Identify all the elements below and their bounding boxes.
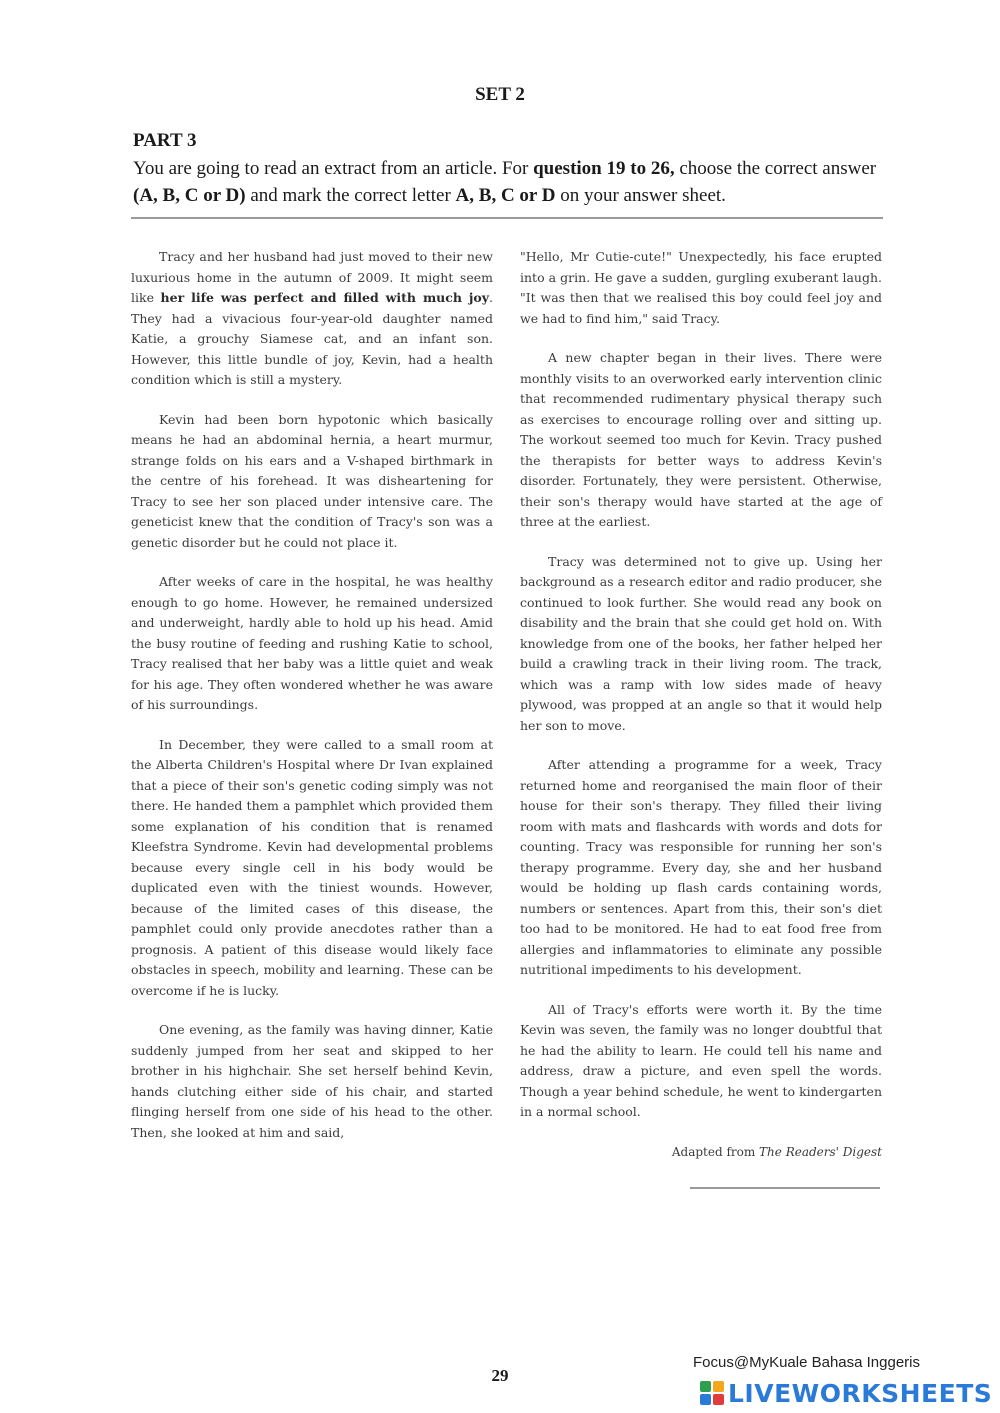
top-divider [131, 217, 883, 219]
page-number: 29 [491, 1366, 509, 1385]
set-title: SET 2 [475, 84, 525, 105]
answer-letters: A, B, C or D [455, 185, 556, 206]
article-column-left [131, 247, 493, 1162]
highlighted-phrase: her life was perfect and filled with much joy [160, 290, 490, 305]
article-paragraph: After attending a programme for a week, Tracy returned home and reorganised the main floor of their house for their son's therapy. They filled their living room with mats and flashcards with words and dots for counting. Tracy was responsible for running her son's therapy programme. Every day, she and her husband would be holding up flash cards containing words, numbers or sentences. Apart from this, their son's diet too had to be monitored. He had to eat food free from allergies and inflammatories to eliminate any possible nutritional impediments to his development. [520, 757, 882, 977]
article-column-right [520, 247, 882, 1162]
credit-text: Focus@MyKuale Bahasa Inggeris [693, 1354, 921, 1371]
brand-text: LIVEWORKSHEETS [728, 1378, 993, 1408]
article-paragraph: Tracy and her husband had just moved to their new luxurious home in the autumn of 2009. It might seem like her life was perfect and filled with much joy. They had a vivacious four-year-old daughter named Katie, a grouchy Siamese cat, and an infant son. However, this little bundle of joy, Kevin, had a health condition which is still a mystery. [131, 249, 494, 387]
article-paragraph: One evening, as the family was having dinner, Katie suddenly jumped from her seat and skipped to her brother in his highchair. She set herself behind Kevin, hands clutching either side of his chair, and started flinging herself from one side of his head to the other. Then, she looked at him and said, [131, 1022, 493, 1140]
article-paragraph: Tracy was determined not to give up. Using her background as a research editor and radio producer, she continued to look further. She would read any book on disability and the brain that she could get hold on. With knowledge from one of the books, her father helped her build a crawling track in their living room. The track, which was a ramp with low sides made of heavy plywood, was propped at an angle so that it would help her son to move. [520, 553, 882, 733]
bottom-divider [690, 1187, 880, 1189]
part-title: PART 3 [133, 130, 197, 151]
article-source: Adapted from The Readers' Digest [671, 1144, 882, 1159]
article-paragraph: In December, they were called to a small room at the Alberta Children's Hospital where Dr Ivan explained that a piece of their son's genetic coding simply was not there. He handed them a pamphlet which provided them some explanation of his condition that is renamed Kleefstra Syndrome. Kevin had developmental problems because every single cell in his body would be duplicated even with the tiniest wounds. However, because of the limited cases of this disease, the pamphlet could only provide anecdotes rather than a prognosis. A patient of this disease would likely face obstacles in speech, mobility and learning. These can be overcome if he is lucky. [131, 736, 493, 998]
article-paragraph: A new chapter began in their lives. There were monthly visits to an overworked early intervention clinic that recommended rudimentary physical therapy such as exercises to encourage rolling over and sitting up. The workout seemed too much for Kevin. Tracy pushed the therapists for better ways to address Kevin's disorder. Fortunately, they were persistent. Otherwise, their son's therapy would have started at the age of three at the earliest. [520, 350, 882, 529]
instructions: You are going to read an extract from an article. For question 19 to 26, choose the correct answer (A, B, C or D) and mark the correct letter A, B, C or D on your answer sheet. [133, 158, 877, 206]
answer-options: (A, B, C or D) [133, 185, 246, 206]
source-title: The Readers' Digest [759, 1144, 882, 1159]
article-paragraph: After weeks of care in the hospital, he was healthy enough to go home. However, he remained undersized and underweight, hardly able to hold up his head. Amid the busy routine of feeding and rushing Katie to school, Tracy realised that her baby was a little quiet and weak for his age. They often wondered whether he was aware of his surroundings. [131, 574, 493, 712]
article-paragraph: All of Tracy's efforts were worth it. By the time Kevin was seven, the family was no longer doubtful that he had the ability to learn. He could tell his name and address, draw a picture, and even spell the words. Though a year behind schedule, he went to kindergarten in a normal school. [520, 1001, 882, 1119]
liveworksheets-logo[interactable] [700, 1378, 992, 1408]
logo-blocks-icon [700, 1381, 724, 1405]
question-range: question 19 to 26, [533, 158, 675, 179]
article-paragraph: "Hello, Mr Cutie-cute!" Unexpectedly, his face erupted into a grin. He gave a sudden, gurgling exuberant laugh. "It was then that we realised this boy could feel joy and we had to find him," said Tracy. [520, 249, 882, 326]
article-paragraph: Kevin had been born hypotonic which basically means he had an abdominal hernia, a heart murmur, strange folds on his ears and a V-shaped birthmark in the centre of his forehead. It was disheartening for Tracy to see her son placed under intensive care. The geneticist knew that the condition of Tracy's son was a genetic disorder but he could not place it. [131, 411, 493, 550]
